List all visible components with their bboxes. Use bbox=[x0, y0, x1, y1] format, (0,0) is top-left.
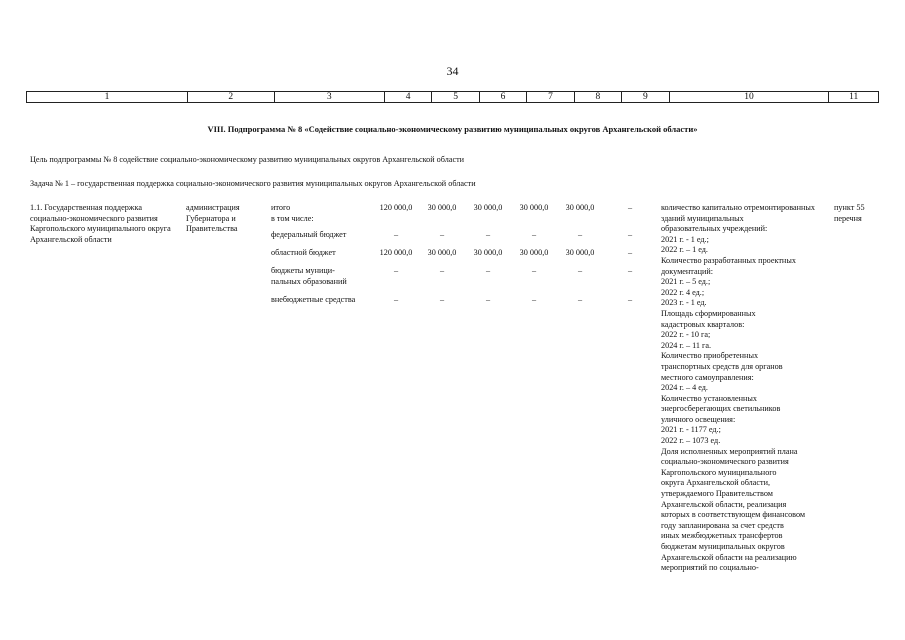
indicator-line: 2022 г. – 1073 ед. bbox=[661, 436, 721, 446]
indicator-line: количество капитально отремонтированных bbox=[661, 203, 815, 212]
column-number: 3 bbox=[274, 92, 384, 103]
column-number: 9 bbox=[622, 92, 669, 103]
indicator-line: социально-экономического развития bbox=[661, 457, 789, 467]
value-cell: – bbox=[577, 230, 583, 239]
value-cell: 120 000,0 bbox=[379, 203, 413, 212]
indicator-line: иных межбюджетных трансфертов bbox=[661, 531, 783, 541]
value-cell: – bbox=[577, 295, 583, 304]
value-cell: 30 000,0 bbox=[519, 248, 549, 257]
source-label: внебюджетные средства bbox=[271, 295, 356, 304]
column-number: 6 bbox=[479, 92, 526, 103]
indicator-line: Архангельской области, реализация bbox=[661, 499, 787, 509]
value-cell: – bbox=[393, 266, 399, 275]
indicator-line: утверждаемого Правительством bbox=[661, 489, 773, 499]
source-label: областной бюджет bbox=[271, 248, 336, 257]
value-cell: – bbox=[627, 248, 633, 257]
indicator-line: местного самоуправления: bbox=[661, 372, 754, 382]
column-number: 1 bbox=[27, 92, 188, 103]
value-cell: 30 000,0 bbox=[427, 248, 457, 257]
indicator-line: кадастровых кварталов: bbox=[661, 319, 745, 329]
column-number: 7 bbox=[527, 92, 574, 103]
indicator-line: 2022 г. - 10 га; bbox=[661, 330, 711, 340]
indicator-line: 2022 г. 4 ед.; bbox=[661, 287, 705, 297]
indicator-line: энергосберегающих светильников bbox=[661, 404, 781, 414]
value-cell: 30 000,0 bbox=[565, 248, 595, 257]
indicator-line: Площадь сформированных bbox=[661, 308, 756, 318]
value-cell: – bbox=[439, 266, 445, 275]
column-number: 5 bbox=[432, 92, 479, 103]
column-number: 11 bbox=[829, 92, 879, 103]
page-number: 34 bbox=[446, 64, 459, 78]
value-cell: 30 000,0 bbox=[519, 203, 549, 212]
indicator-line: мероприятий по социально- bbox=[661, 563, 759, 573]
executor: администрация Губернатора и Правительства bbox=[186, 203, 240, 234]
indicator-line: транспортных средств для органов bbox=[661, 361, 783, 371]
value-cell: 30 000,0 bbox=[473, 248, 503, 257]
indicator-line: 2024 г. – 11 га. bbox=[661, 340, 712, 350]
value-cell: – bbox=[627, 266, 633, 275]
indicator-line: 2021 г. - 1 ед.; bbox=[661, 234, 709, 244]
value-cell: – bbox=[531, 295, 537, 304]
indicator-line: Каргопольского муниципального bbox=[661, 467, 777, 477]
column-number: 2 bbox=[187, 92, 274, 103]
indicator-line: документаций: bbox=[661, 266, 714, 276]
value-cell: – bbox=[627, 203, 633, 212]
value-cell: – bbox=[439, 295, 445, 304]
indicator-line: Доля исполненных мероприятий плана bbox=[661, 446, 798, 456]
indicator-line: образовательных учреждений: bbox=[661, 224, 768, 234]
value-cell: – bbox=[393, 295, 399, 304]
indicator-line: 2021 г. – 5 ед.; bbox=[661, 277, 711, 287]
value-cell: 30 000,0 bbox=[427, 203, 457, 212]
source-label: итого в том числе: bbox=[271, 203, 314, 223]
value-cell: – bbox=[485, 266, 491, 275]
indicator-line: 2024 г. – 4 ед. bbox=[661, 383, 708, 393]
indicator-line: Архангельской области на реализацию bbox=[661, 552, 797, 562]
column-number-header bbox=[26, 91, 879, 103]
source-label: федеральный бюджет bbox=[271, 230, 347, 239]
column-number: 4 bbox=[384, 92, 431, 103]
indicator-line: 2023 г. - 1 ед. bbox=[661, 298, 707, 308]
indicators-text bbox=[661, 203, 833, 574]
value-cell: – bbox=[439, 230, 445, 239]
reference-cell: пункт 55 перечня bbox=[834, 203, 865, 223]
value-cell: – bbox=[531, 230, 537, 239]
indicator-line: зданий муниципальных bbox=[661, 213, 744, 223]
section-title: VIII. Подпрограмма № 8 «Содействие социально-экономическому развитию муниципальных округов Архангельской области» bbox=[207, 124, 698, 134]
value-cell: 30 000,0 bbox=[473, 203, 503, 212]
indicator-line: Количество установленных bbox=[661, 393, 757, 403]
value-cell: – bbox=[485, 230, 491, 239]
value-cell: – bbox=[393, 230, 399, 239]
source-label: бюджеты муници- пальных образований bbox=[271, 266, 347, 286]
indicator-line: уличного освещения: bbox=[661, 414, 736, 424]
indicator-line: которых в соответствующем финансовом bbox=[661, 510, 806, 520]
value-cell: – bbox=[577, 266, 583, 275]
value-cell: 30 000,0 bbox=[565, 203, 595, 212]
indicator-line: 2022 г. – 1 ед. bbox=[661, 245, 708, 255]
column-number: 8 bbox=[574, 92, 621, 103]
value-cell: – bbox=[531, 266, 537, 275]
indicator-line: Количество приобретенных bbox=[661, 351, 759, 361]
value-cell: 120 000,0 bbox=[379, 248, 413, 257]
indicator-line: округа Архангельской области, bbox=[661, 478, 771, 488]
column-number: 10 bbox=[669, 92, 829, 103]
indicator-line: 2021 г. - 1177 ед.; bbox=[661, 425, 721, 435]
value-cell: – bbox=[627, 295, 633, 304]
goal-line: Цель подпрограммы № 8 содействие социально-экономическому развитию муниципальных округов Архангельской области bbox=[30, 155, 465, 164]
value-cell: – bbox=[485, 295, 491, 304]
indicator-line: бюджетам муниципальных округов bbox=[661, 542, 785, 551]
value-cell: – bbox=[627, 230, 633, 239]
activity-name: 1.1. Государственная поддержка социально-экономического развития Каргопольского муниципального округа Архангельской области bbox=[30, 203, 171, 244]
indicator-line: году запланирована за счет средств bbox=[661, 520, 784, 530]
task-line: Задача № 1 – государственная поддержка социально-экономического развития муниципальных округов Архангельской области bbox=[30, 179, 476, 188]
indicator-line: Количество разработанных проектных bbox=[661, 255, 796, 265]
